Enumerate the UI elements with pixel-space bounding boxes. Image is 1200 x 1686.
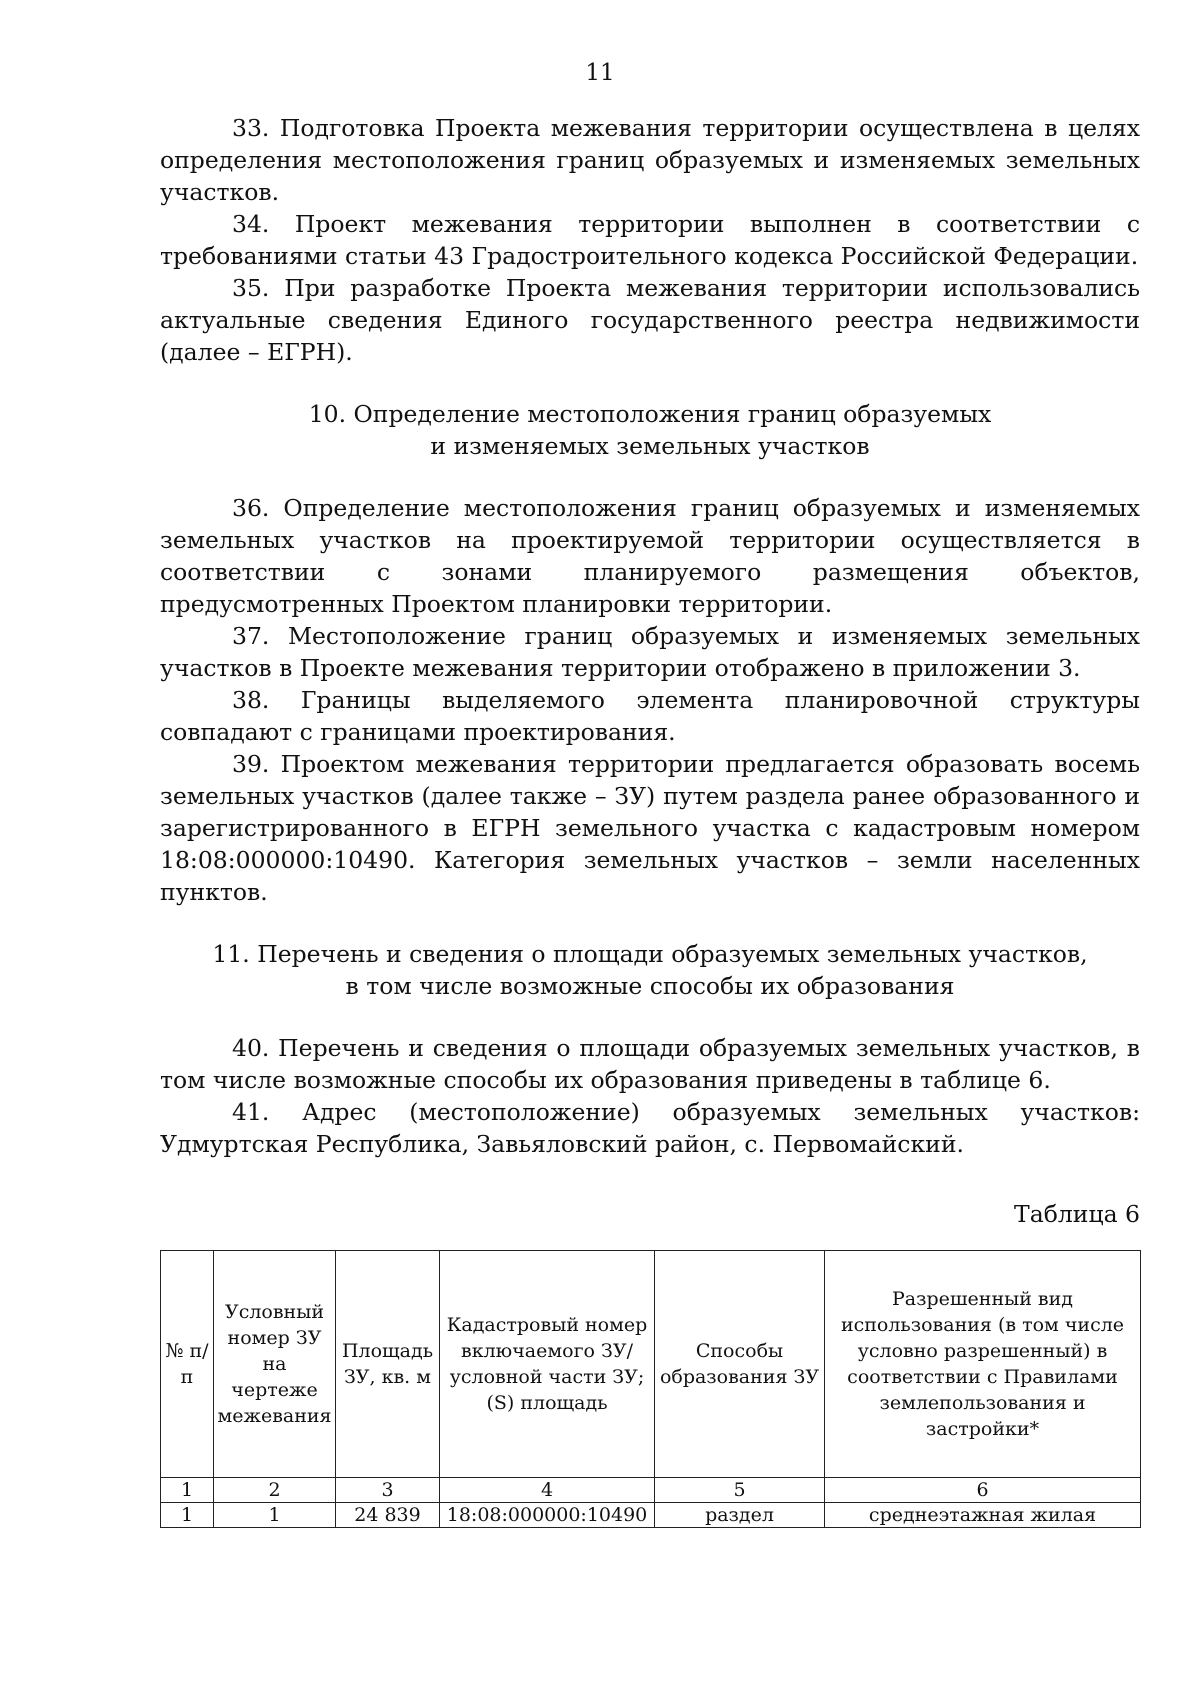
table-cell: 24 839: [336, 1503, 440, 1528]
section-10-heading-line-1: 10. Определение местоположения границ образуемых: [308, 400, 992, 428]
column-number-cell: 3: [336, 1478, 440, 1503]
header-number: № п/п: [161, 1251, 214, 1478]
paragraph-39: 39. Проектом межевания территории предлагается образовать восемь земельных участков (далее также – ЗУ) путем раздела ранее образованного и зарегистрированного в ЕГРН земельного участка с кадастровым номером 18:08:000000:10490. Категория земельных участков – земли населенных пунктов.: [160, 750, 1140, 906]
paragraph-36: 36. Определение местоположения границ образуемых и изменяемых земельных участков на проектируемой территории осуществляется в соответствии с зонами планируемого размещения объектов, предусмотренных Проектом планировки территории.: [160, 494, 1140, 618]
section-10-heading: [160, 398, 1140, 462]
table-cell: 18:08:000000:10490: [440, 1503, 655, 1528]
column-number-cell: 6: [825, 1478, 1141, 1503]
table-header-row: [161, 1251, 1141, 1478]
page-number: 11: [585, 60, 615, 86]
document-body: [160, 112, 1140, 1528]
column-number-cell: 4: [440, 1478, 655, 1503]
header-area: Площадь ЗУ, кв. м: [336, 1251, 440, 1478]
paragraph-41: 41. Адрес (местоположение) образуемых земельных участков: Удмуртская Республика, Завьяловский район, с. Первомайский.: [160, 1098, 1140, 1158]
paragraph-35: 35. При разработке Проекта межевания территории использовались актуальные сведения Единого государственного реестра недвижимости (далее – ЕГРН).: [160, 274, 1140, 366]
section-11-heading-line-1: 11. Перечень и сведения о площади образуемых земельных участков,: [212, 940, 1088, 968]
header-permitted-use: Разрешенный вид использования (в том числе условно разрешенный) в соответствии с Правилами землепользования и застройки*: [825, 1251, 1141, 1478]
header-formation-method: Способы образования ЗУ: [655, 1251, 825, 1478]
section-11-heading: [160, 938, 1140, 1002]
table-cell: 1: [214, 1503, 336, 1528]
table-cell: раздел: [655, 1503, 825, 1528]
header-plot-id: Условный номер ЗУ на чертеже межевания: [214, 1251, 336, 1478]
table-cell: 1: [161, 1503, 214, 1528]
section-10-heading-line-2: и изменяемых земельных участков: [430, 432, 870, 460]
table-caption: Таблица 6: [1014, 1200, 1140, 1228]
paragraph-37: 37. Местоположение границ образуемых и изменяемых земельных участков в Проекте межевания территории отображено в приложении 3.: [160, 622, 1140, 682]
table-row: [161, 1503, 1141, 1528]
paragraph-38: 38. Границы выделяемого элемента планировочной структуры совпадают с границами проектирования.: [160, 686, 1140, 746]
land-plots-table: [160, 1250, 1141, 1528]
header-cadastral-number: Кадастровый номер включаемого ЗУ/ условной части ЗУ; (S) площадь: [440, 1251, 655, 1478]
paragraph-33: 33. Подготовка Проекта межевания территории осуществлена в целях определения местоположения границ образуемых и изменяемых земельных участков.: [160, 114, 1140, 206]
paragraph-34: 34. Проект межевания территории выполнен в соответствии с требованиями статьи 43 Градостроительного кодекса Российской Федерации.: [160, 210, 1140, 270]
section-11-heading-line-2: в том числе возможные способы их образования: [345, 972, 955, 1000]
column-number-cell: 5: [655, 1478, 825, 1503]
column-number-cell: 1: [161, 1478, 214, 1503]
paragraph-40: 40. Перечень и сведения о площади образуемых земельных участков, в том числе возможные способы их образования приведены в таблице 6.: [160, 1034, 1140, 1094]
table-column-numbers-row: [161, 1478, 1141, 1503]
table-cell: среднеэтажная жилая: [825, 1503, 1141, 1528]
column-number-cell: 2: [214, 1478, 336, 1503]
